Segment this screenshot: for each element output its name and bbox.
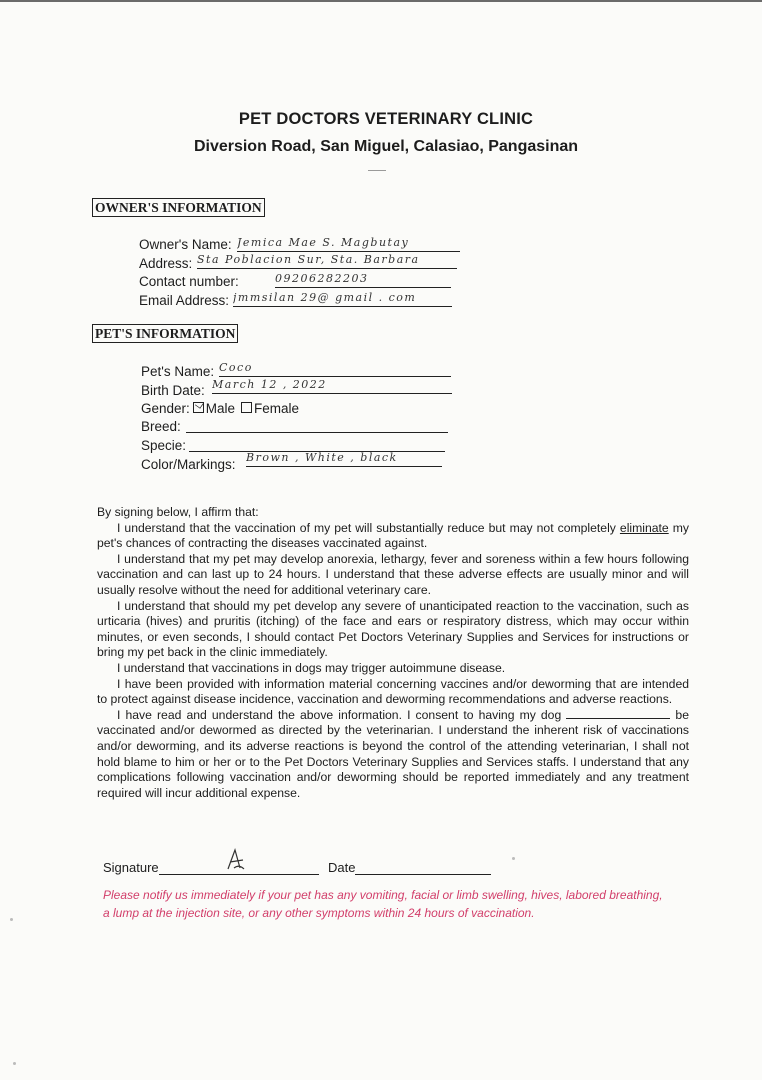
owner-address-field[interactable]: Sta Poblacion Sur, Sta. Barbara (197, 253, 457, 269)
owner-email-label: Email Address: (139, 293, 230, 308)
gender-male-label: Male (205, 401, 236, 416)
pet-gender-label: Gender: (141, 401, 190, 416)
pet-birth-row (141, 383, 205, 399)
stray-dot (10, 918, 13, 921)
clinic-name: PET DOCTORS VETERINARY CLINIC (238, 110, 534, 128)
date-field[interactable] (355, 862, 491, 875)
consent-paragraph-6 (97, 708, 689, 802)
date-row (328, 860, 491, 875)
signature-label: Signature (103, 860, 159, 875)
owner-name-row (139, 237, 232, 253)
date-label: Date (328, 860, 356, 875)
owner-section-title: OWNER'S INFORMATION (92, 198, 265, 217)
consent-p6-tail: be vaccinated and/or dewormed as directed by the veterinarian. I understand the inherent risk of vaccinations and/or deworming, and its adverse reactions is beyond the control of the attending veterinarian, I shall not hold blame to him or her or to the Pet Doctors Veterinary Supplies and Services staffs. I understand that any complications following vaccination and/or deworming should be reported immediately and any treatment required will incur additional expense. (97, 707, 689, 800)
letterhead (0, 110, 762, 156)
aftercare-notice: Please notify us immediately if your pet has any vomiting, facial or limb swelling, hives, labored breathing, a lump at the injection site, or any other symptoms within 24 hours of vaccination. (103, 888, 663, 920)
owner-contact-field[interactable]: 09206282203 (275, 272, 451, 288)
consent-paragraph-1 (97, 521, 689, 552)
pet-breed-field[interactable] (186, 417, 448, 433)
stray-dot (13, 1062, 16, 1065)
owner-address-label: Address: (139, 256, 193, 271)
pet-birth-field[interactable]: March 12 , 2022 (212, 378, 452, 394)
pet-color-label: Color/Markings: (141, 457, 236, 472)
pet-specie-row (141, 438, 186, 454)
owner-name-label: Owner's Name: (139, 237, 232, 252)
owner-email-row (139, 293, 229, 309)
owner-email-field[interactable]: jmmsilan 29@ gmail . com (233, 291, 452, 307)
owner-contact-row (139, 274, 239, 290)
gender-female-label: Female (254, 401, 300, 416)
owner-address-row (139, 256, 192, 272)
pet-specie-label: Specie: (141, 438, 187, 453)
signature-row (103, 860, 319, 875)
gender-female-checkbox[interactable] (241, 402, 252, 413)
pet-color-field[interactable]: Brown , White , black (246, 451, 442, 467)
dog-name-blank[interactable] (566, 708, 670, 719)
consent-paragraph-2: I understand that my pet may develop anorexia, lethargy, fever and soreness within a few hours following vaccination and can last up to 24 hours. I understand that these adverse effects are usually minor and will usually resolve without the need for additional veterinary care. (97, 551, 689, 597)
consent-p6-text: I have read and understand the above information. I consent to having my dog (117, 707, 562, 722)
consent-paragraph-4: I understand that vaccinations in dogs may trigger autoimmune disease. (117, 660, 506, 675)
owner-contact-label: Contact number: (139, 274, 239, 289)
pet-section-title: PET'S INFORMATION (92, 324, 238, 343)
consent-paragraph-3: I understand that should my pet develop any severe of unanticipated reaction to the vaccination, such as urticaria (hives) and pruritis (itching) of the face and ears or respiratory distress, which may occur within minutes, or even seconds, I should contact Pet Doctors Veterinary Supplies and Services for instructions or bring my pet back in the clinic immediately. (97, 598, 689, 660)
consent-text (97, 505, 689, 801)
signature-field[interactable] (159, 862, 319, 875)
consent-p1-underlined: eliminate (619, 520, 669, 535)
clinic-address: Diversion Road, San Miguel, Calasiao, Pangasinan (193, 138, 579, 155)
pet-name-field[interactable]: Coco (219, 361, 451, 377)
consent-paragraph-5: I have been provided with information material concerning vaccines and/or deworming that are intended to protect against disease incidence, vaccination and deworming recommendations and adverse reactions. (97, 676, 689, 707)
stray-mark (368, 170, 386, 171)
pet-name-label: Pet's Name: (141, 364, 215, 379)
consent-intro: By signing below, I affirm that: (97, 505, 259, 519)
pet-gender-row (141, 401, 299, 417)
consent-p1-text: I understand that the vaccination of my pet will substantially reduce but may not completely (117, 520, 620, 535)
owner-name-field[interactable]: Jemica Mae S. Magbutay (237, 236, 460, 252)
pet-color-row (141, 457, 236, 473)
consent-p1-tail: my pet's chances of contracting the diseases vaccinated against. (97, 520, 689, 551)
handwritten-signature-icon (225, 848, 247, 872)
pet-name-row (141, 364, 214, 380)
gender-male-checkbox[interactable] (193, 402, 204, 413)
pet-birth-label: Birth Date: (141, 383, 205, 398)
pet-breed-label: Breed: (141, 419, 181, 434)
pet-breed-row (141, 419, 181, 435)
stray-dot (512, 857, 515, 860)
scan-top-edge (0, 0, 762, 2)
pet-specie-field[interactable] (189, 436, 445, 452)
